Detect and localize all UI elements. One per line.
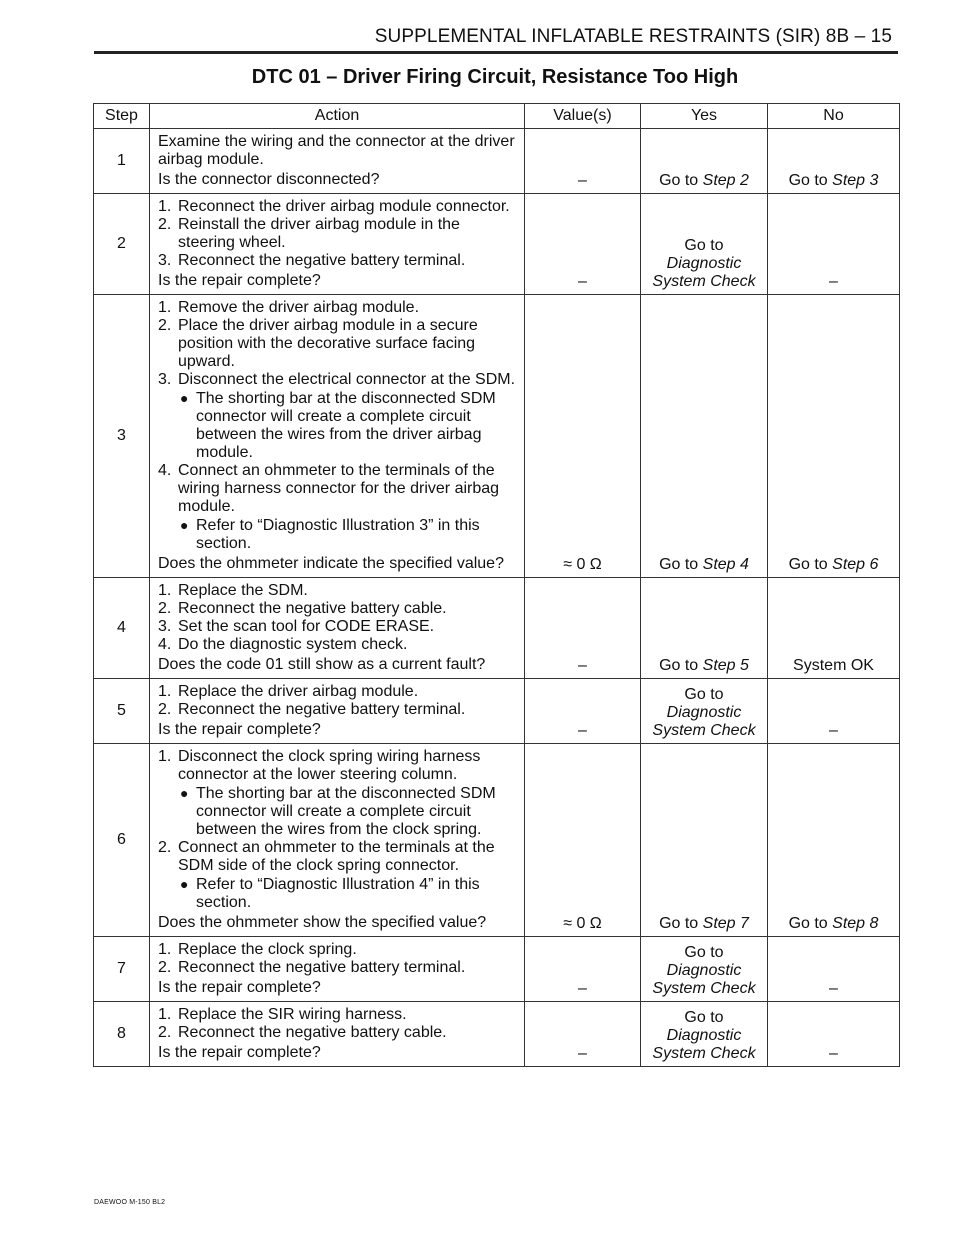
action-question: Is the repair complete? <box>158 979 321 996</box>
action-step <box>158 959 518 977</box>
yes-prefix: Go to <box>684 237 724 254</box>
yes-link: Diagnostic System Check <box>652 255 756 290</box>
step-number: 6 <box>94 744 150 937</box>
action-step-number: 1. <box>158 683 172 700</box>
yes-link: Step 5 <box>702 657 749 674</box>
action-cell <box>150 744 525 937</box>
no-link: Step 6 <box>832 556 879 573</box>
action-question: Is the connector disconnected? <box>158 171 380 188</box>
no-cell <box>768 129 900 194</box>
value-cell: – <box>525 578 641 679</box>
action-step-text: Reconnect the negative battery cable. <box>178 1024 447 1041</box>
action-step <box>158 198 518 216</box>
no-prefix: Go to <box>788 556 828 573</box>
column-header-yes: Yes <box>641 104 768 129</box>
action-step-text: Place the driver airbag module in a secure position with the decorative surface facing upward. <box>178 317 478 370</box>
yes-cell <box>641 194 768 295</box>
action-step <box>158 317 518 371</box>
no-cell <box>768 578 900 679</box>
action-step <box>158 1006 518 1024</box>
yes-link: Step 7 <box>702 915 749 932</box>
action-bullet-text: The shorting bar at the disconnected SDM connector will create a complete circuit between the wires from the driver airbag module. <box>196 390 496 461</box>
yes-prefix: Go to <box>684 944 724 961</box>
value-cell: ≈ 0 Ω <box>525 744 641 937</box>
step-number: 4 <box>94 578 150 679</box>
action-step <box>158 252 518 270</box>
action-step <box>158 216 518 252</box>
bullet-icon: ● <box>180 517 189 533</box>
table-row <box>94 679 900 744</box>
action-step <box>158 748 518 784</box>
action-step <box>158 636 518 654</box>
table-row <box>94 295 900 578</box>
action-step-text: Set the scan tool for CODE ERASE. <box>178 618 435 635</box>
action-bullet <box>158 516 518 553</box>
yes-cell <box>641 295 768 578</box>
action-intro: Examine the wiring and the connector at the driver airbag module. <box>158 133 515 168</box>
action-question: Is the repair complete? <box>158 272 321 289</box>
action-step-text: Reconnect the negative battery terminal. <box>178 701 466 718</box>
table-row <box>94 194 900 295</box>
action-step-number: 2. <box>158 959 172 976</box>
yes-prefix: Go to <box>684 1009 724 1026</box>
page-title: DTC 01 – Driver Firing Circuit, Resistance Too High <box>251 66 739 88</box>
action-step-number: 2. <box>158 701 172 718</box>
no-result: – <box>829 980 838 997</box>
value-cell: – <box>525 1002 641 1067</box>
action-step-number: 1. <box>158 748 172 765</box>
action-question: Is the repair complete? <box>158 1044 321 1061</box>
no-prefix: Go to <box>788 915 828 932</box>
action-cell <box>150 1002 525 1067</box>
yes-prefix: Go to <box>684 686 724 703</box>
table-row <box>94 744 900 937</box>
action-step <box>158 582 518 600</box>
action-step <box>158 683 518 701</box>
action-step-text: Do the diagnostic system check. <box>178 636 408 653</box>
step-number: 5 <box>94 679 150 744</box>
action-question: Is the repair complete? <box>158 721 321 738</box>
step-number: 8 <box>94 1002 150 1067</box>
no-result: – <box>829 722 838 739</box>
step-number: 1 <box>94 129 150 194</box>
value-cell: – <box>525 937 641 1002</box>
no-link: Step 3 <box>832 172 879 189</box>
bullet-icon: ● <box>180 390 189 406</box>
table-row <box>94 578 900 679</box>
action-step-number: 1. <box>158 198 172 215</box>
no-cell <box>768 1002 900 1067</box>
action-step-text: Reinstall the driver airbag module in the steering wheel. <box>178 216 460 251</box>
action-step <box>158 371 518 389</box>
yes-cell <box>641 679 768 744</box>
action-step-text: Disconnect the electrical connector at the SDM. <box>178 371 516 388</box>
action-bullet-text: Refer to “Diagnostic Illustration 3” in this section. <box>196 517 480 552</box>
action-cell <box>150 578 525 679</box>
yes-cell <box>641 129 768 194</box>
value-cell: – <box>525 194 641 295</box>
action-step-number: 3. <box>158 252 172 269</box>
action-bullet-text: The shorting bar at the disconnected SDM connector will create a complete circuit between the wires from the clock spring. <box>196 785 496 838</box>
action-step <box>158 839 518 875</box>
action-step <box>158 299 518 317</box>
action-step <box>158 701 518 719</box>
action-step-number: 2. <box>158 600 172 617</box>
no-cell <box>768 744 900 937</box>
yes-link: Step 4 <box>702 556 749 573</box>
action-step-number: 1. <box>158 1006 172 1023</box>
column-header-values: Value(s) <box>525 104 641 129</box>
yes-prefix: Go to <box>659 172 699 189</box>
yes-link: Diagnostic System Check <box>652 1027 756 1062</box>
action-step-text: Reconnect the driver airbag module connector. <box>178 198 510 215</box>
no-cell <box>768 679 900 744</box>
action-question: Does the ohmmeter show the specified value? <box>158 914 487 931</box>
action-cell <box>150 129 525 194</box>
yes-prefix: Go to <box>659 556 699 573</box>
action-step <box>158 600 518 618</box>
table-row <box>94 1002 900 1067</box>
column-header-no: No <box>768 104 900 129</box>
action-step-text: Replace the clock spring. <box>178 941 357 958</box>
column-header-action: Action <box>150 104 525 129</box>
action-step <box>158 462 518 516</box>
action-step-number: 1. <box>158 299 172 316</box>
action-step <box>158 941 518 959</box>
action-step-number: 4. <box>158 636 172 653</box>
yes-link: Diagnostic System Check <box>652 704 756 739</box>
action-step-text: Reconnect the negative battery terminal. <box>178 252 466 269</box>
action-step <box>158 618 518 636</box>
action-step-text: Reconnect the negative battery terminal. <box>178 959 466 976</box>
bullet-icon: ● <box>180 785 189 801</box>
action-step-text: Disconnect the clock spring wiring harness connector at the lower steering column. <box>178 748 481 783</box>
yes-cell <box>641 937 768 1002</box>
value-cell: – <box>525 679 641 744</box>
action-cell <box>150 194 525 295</box>
action-step-text: Reconnect the negative battery cable. <box>178 600 447 617</box>
yes-link: Diagnostic System Check <box>652 962 756 997</box>
no-prefix: Go to <box>788 172 828 189</box>
value-cell: ≈ 0 Ω <box>525 295 641 578</box>
action-cell <box>150 679 525 744</box>
yes-link: Step 2 <box>702 172 749 189</box>
action-step-number: 2. <box>158 1024 172 1041</box>
action-step-number: 2. <box>158 839 172 856</box>
action-bullet-text: Refer to “Diagnostic Illustration 4” in this section. <box>196 876 480 911</box>
action-step-number: 3. <box>158 618 172 635</box>
column-header-step: Step <box>94 104 150 129</box>
no-cell <box>768 295 900 578</box>
action-cell <box>150 295 525 578</box>
action-step-text: Replace the SIR wiring harness. <box>178 1006 407 1023</box>
page-header: SUPPLEMENTAL INFLATABLE RESTRAINTS (SIR) 8B – 15 <box>374 26 892 47</box>
step-number: 2 <box>94 194 150 295</box>
action-step-number: 2. <box>158 216 172 233</box>
action-bullet <box>158 784 518 839</box>
action-step-number: 1. <box>158 582 172 599</box>
action-step-number: 1. <box>158 941 172 958</box>
action-step-text: Remove the driver airbag module. <box>178 299 420 316</box>
table-header-row <box>94 104 900 129</box>
bullet-icon: ● <box>180 876 189 892</box>
action-bullet <box>158 389 518 462</box>
header-rule <box>94 51 898 54</box>
no-result: – <box>829 1045 838 1062</box>
action-step-number: 2. <box>158 317 172 334</box>
yes-cell <box>641 1002 768 1067</box>
action-step-text: Replace the driver airbag module. <box>178 683 419 700</box>
no-cell <box>768 937 900 1002</box>
action-step-number: 4. <box>158 462 172 479</box>
action-step <box>158 1024 518 1042</box>
action-bullet <box>158 875 518 912</box>
no-result: – <box>829 273 838 290</box>
step-number: 7 <box>94 937 150 1002</box>
action-step-text: Connect an ohmmeter to the terminals at the SDM side of the clock spring connector. <box>178 839 495 874</box>
yes-cell <box>641 744 768 937</box>
yes-prefix: Go to <box>659 657 699 674</box>
no-link: Step 8 <box>832 915 879 932</box>
no-cell <box>768 194 900 295</box>
footer-code: DAEWOO M-150 BL2 <box>94 1199 166 1206</box>
value-cell: – <box>525 129 641 194</box>
no-result: System OK <box>793 657 874 674</box>
table-row <box>94 129 900 194</box>
action-step-text: Replace the SDM. <box>178 582 308 599</box>
table-row <box>94 937 900 1002</box>
yes-cell <box>641 578 768 679</box>
action-step-text: Connect an ohmmeter to the terminals of the wiring harness connector for the driver airbag module. <box>178 462 500 515</box>
yes-prefix: Go to <box>659 915 699 932</box>
action-question: Does the ohmmeter indicate the specified value? <box>158 555 504 572</box>
step-number: 3 <box>94 295 150 578</box>
action-step-number: 3. <box>158 371 172 388</box>
diagnostic-table <box>93 103 900 1067</box>
action-cell <box>150 937 525 1002</box>
table-body <box>94 129 900 1067</box>
action-question: Does the code 01 still show as a current fault? <box>158 656 486 673</box>
